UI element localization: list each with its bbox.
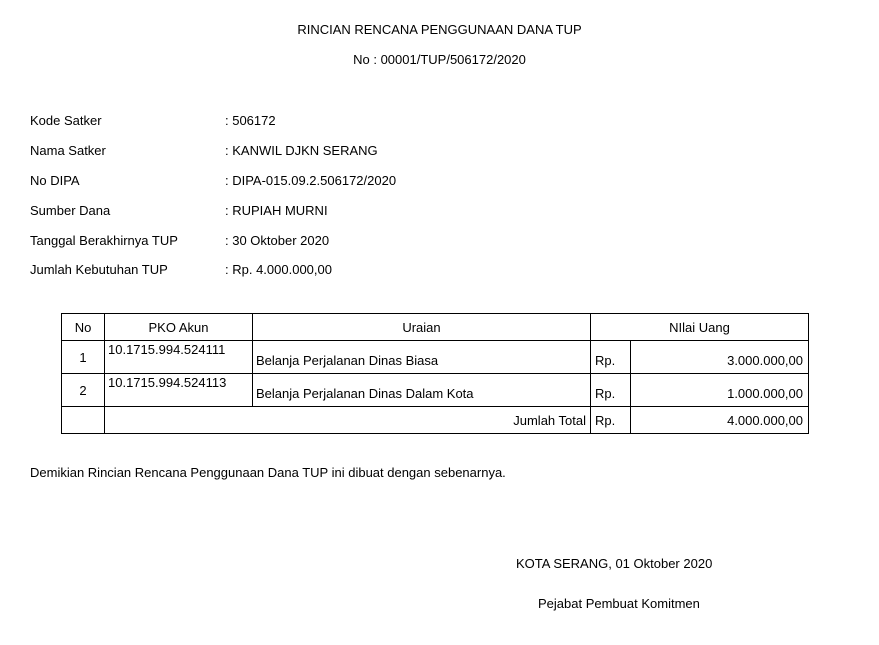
document-title: RINCIAN RENCANA PENGGUNAAN DANA TUP: [297, 22, 582, 37]
table-row: [62, 374, 809, 407]
header-nilai-uang: NIlai Uang: [591, 314, 809, 341]
total-amount: 4.000.000,00: [631, 407, 809, 434]
info-value: : 30 Oktober 2020: [225, 233, 330, 248]
header-uraian: Uraian: [253, 314, 591, 341]
row-amount: 3.000.000,00: [631, 341, 809, 374]
row-uraian: Belanja Perjalanan Dinas Biasa: [253, 341, 591, 374]
info-label: Tanggal Berakhirnya TUP: [30, 233, 178, 248]
info-label: Kode Satker: [30, 113, 102, 128]
row-currency: Rp.: [591, 374, 631, 407]
rincian-table: [61, 313, 809, 434]
info-value: : 506172: [225, 113, 276, 128]
total-label: Jumlah Total: [105, 407, 591, 434]
row-uraian: Belanja Perjalanan Dinas Dalam Kota: [253, 374, 591, 407]
row-no: 1: [62, 341, 105, 374]
info-value: : RUPIAH MURNI: [225, 203, 328, 218]
total-empty-cell: [62, 407, 105, 434]
signer-title: Pejabat Pembuat Komitmen: [538, 596, 700, 611]
info-label: Jumlah Kebutuhan TUP: [30, 262, 168, 277]
info-label: Sumber Dana: [30, 203, 111, 218]
info-label: No DIPA: [30, 173, 80, 188]
info-value: : KANWIL DJKN SERANG: [225, 143, 378, 158]
row-pko-akun: 10.1715.994.524113: [105, 374, 253, 407]
table-row: [62, 341, 809, 374]
row-currency: Rp.: [591, 341, 631, 374]
info-value: : DIPA-015.09.2.506172/2020: [225, 173, 397, 188]
row-no: 2: [62, 374, 105, 407]
info-value: : Rp. 4.000.000,00: [225, 262, 332, 277]
header-pko-akun: PKO Akun: [105, 314, 253, 341]
table-total-row: [62, 407, 809, 434]
place-date: KOTA SERANG, 01 Oktober 2020: [516, 556, 713, 571]
closing-statement: Demikian Rincian Rencana Penggunaan Dana TUP ini dibuat dengan sebenarnya.: [30, 465, 506, 480]
document-number: No : 00001/TUP/506172/2020: [353, 52, 526, 67]
info-label: Nama Satker: [30, 143, 106, 158]
row-amount: 1.000.000,00: [631, 374, 809, 407]
table-header-row: [62, 314, 809, 341]
total-currency: Rp.: [591, 407, 631, 434]
header-no: No: [62, 314, 105, 341]
row-pko-akun: 10.1715.994.524111: [105, 341, 253, 374]
